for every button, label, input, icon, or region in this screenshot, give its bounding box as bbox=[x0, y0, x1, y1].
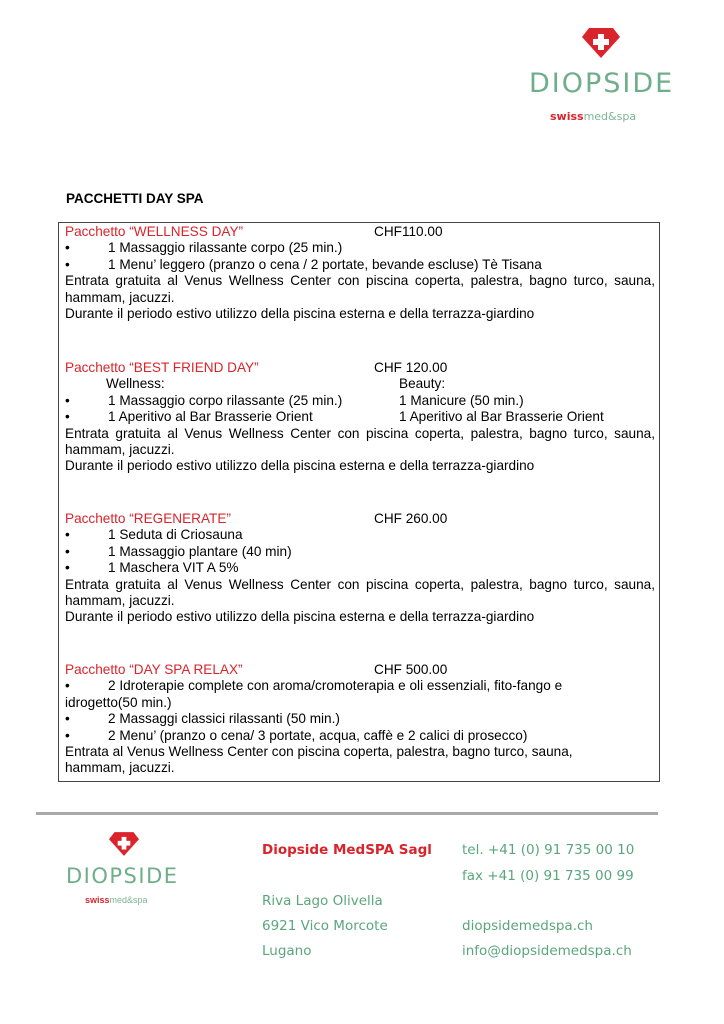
package-title: Pacchetto “DAY SPA RELAX” bbox=[65, 662, 243, 677]
package-price: CHF 120.00 bbox=[374, 360, 448, 375]
brand-name: DIOPSIDE bbox=[529, 68, 675, 99]
entrance-text: Entrata gratuita al Venus Wellness Center con piscina coperta, palestra, bagno turco, sauna, hammam, jacuzzi. bbox=[65, 576, 655, 608]
list-item: • 1 Massaggio rilassante corpo (25 min.) bbox=[65, 240, 343, 256]
package-best-friend-day bbox=[65, 360, 655, 475]
header-logo bbox=[520, 24, 680, 134]
list-item: • 1 Massaggio corpo rilassante (25 min.) 1 Manicure (50 min.) bbox=[65, 392, 524, 408]
package-day-spa-relax bbox=[65, 662, 655, 777]
email-link[interactable]: info@diopsidemedspa.ch bbox=[462, 943, 632, 959]
package-title: Pacchetto “WELLNESS DAY” bbox=[65, 224, 244, 239]
swiss-cross-gem-icon bbox=[109, 832, 139, 856]
phone-number: tel. +41 (0) 91 735 00 10 bbox=[462, 842, 635, 858]
brand-name: DIOPSIDE bbox=[66, 864, 179, 888]
list-item: • 1 Aperitivo al Bar Brasserie Orient 1 Aperitivo al Bar Brasserie Orient bbox=[65, 409, 604, 425]
package-price: CHF 500.00 bbox=[374, 662, 448, 677]
company-name: Diopside MedSPA Sagl bbox=[262, 842, 432, 858]
swiss-cross-gem-icon bbox=[582, 28, 620, 58]
summer-text: Durante il periodo estivo utilizzo della piscina esterna e della terrazza-giardino bbox=[65, 609, 535, 625]
package-title: Pacchetto “BEST FRIEND DAY” bbox=[65, 360, 259, 375]
website-link[interactable]: diopsidemedspa.ch bbox=[462, 918, 593, 934]
list-item: • 1 Maschera VIT A 5% bbox=[65, 560, 239, 576]
list-item: • 2 Idroterapie complete con aroma/cromoterapia e oli essenziali, fito-fango e bbox=[65, 678, 563, 694]
list-item-continued: idrogetto(50 min.) bbox=[65, 694, 172, 710]
entrance-text: Entrata gratuita al Venus Wellness Center con piscina coperta, palestra, bagno turco, sauna, hammam, jacuzzi. bbox=[65, 425, 655, 457]
package-price: CHF110.00 bbox=[374, 224, 443, 239]
entrance-text: Entrata al Venus Wellness Center con piscina coperta, palestra, bagno turco, sauna, bbox=[65, 743, 573, 759]
brand-tagline: swissmed&spa bbox=[85, 895, 148, 905]
entrance-text: Entrata gratuita al Venus Wellness Center con piscina coperta, palestra, bagno turco, sauna, hammam, jacuzzi. bbox=[65, 273, 655, 305]
footer-divider bbox=[36, 812, 658, 815]
package-regenerate bbox=[65, 511, 655, 626]
footer-logo bbox=[60, 828, 190, 908]
address-line: 6921 Vico Morcote bbox=[262, 918, 388, 934]
summer-text: Durante il periodo estivo utilizzo della piscina esterna e della terrazza-giardino bbox=[65, 305, 535, 321]
address-line: Lugano bbox=[262, 943, 312, 959]
brand-tagline: swissmed&spa bbox=[550, 110, 637, 123]
package-title: Pacchetto “REGENERATE” bbox=[65, 511, 231, 526]
list-item: • 1 Massaggio plantare (40 min) bbox=[65, 543, 292, 559]
entrance-text-continued: hammam, jacuzzi. bbox=[65, 760, 175, 776]
column-headers: Wellness: Beauty: bbox=[106, 376, 446, 392]
package-price: CHF 260.00 bbox=[374, 511, 448, 526]
summer-text: Durante il periodo estivo utilizzo della piscina esterna e della terrazza-giardino bbox=[65, 458, 535, 474]
list-item: • 1 Seduta di Criosauna bbox=[65, 527, 243, 543]
package-wellness-day bbox=[65, 224, 655, 322]
list-item: • 2 Massaggi classici rilassanti (50 min.) bbox=[65, 711, 340, 727]
fax-number: fax +41 (0) 91 735 00 99 bbox=[462, 868, 634, 884]
list-item: • 2 Menu’ (pranzo o cena/ 3 portate, acqua, caffè e 2 calici di prosecco) bbox=[65, 727, 528, 743]
address-line: Riva Lago Olivella bbox=[262, 893, 383, 909]
page-title: PACCHETTI DAY SPA bbox=[66, 191, 204, 206]
list-item: • 1 Menu’ leggero (pranzo o cena / 2 portate, bevande escluse) Tè Tisana bbox=[65, 256, 542, 272]
